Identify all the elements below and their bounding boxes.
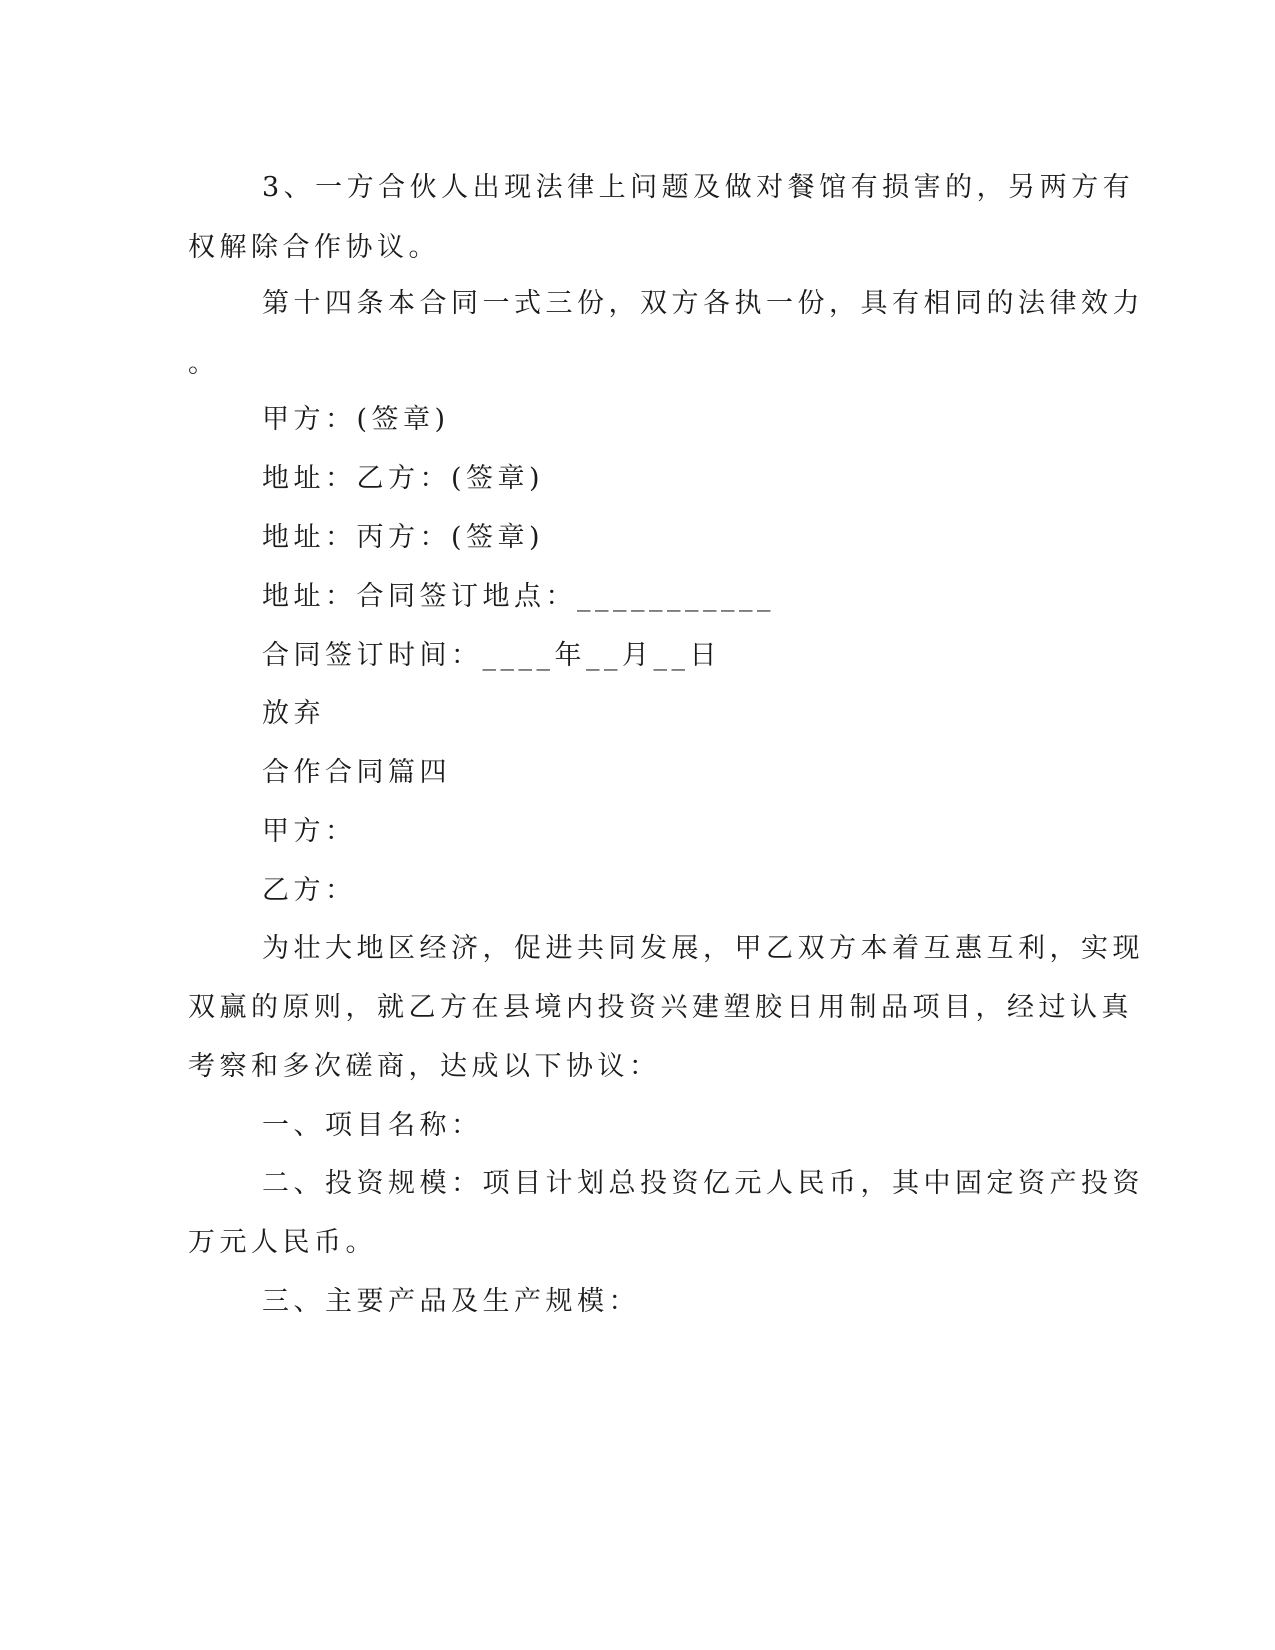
party-a-signature: 甲方：(签章)	[262, 404, 450, 435]
item-2-line-1: 二、投资规模：项目计划总投资亿元人民币，其中固定资产投资	[262, 1168, 1144, 1199]
preamble-line-1: 为壮大地区经济，促进共同发展，甲乙双方本着互惠互利，实现	[262, 933, 1144, 964]
signing-date: 合同签订时间：____年__月__日	[262, 640, 721, 671]
signing-place: 地址：合同签订地点：___________	[262, 581, 775, 612]
waiver-text: 放弃	[262, 698, 325, 729]
preamble-line-2: 双赢的原则，就乙方在县境内投资兴建塑胶日用制品项目，经过认真	[188, 992, 1133, 1023]
party-a-label: 甲方：	[262, 816, 357, 847]
item-3-products: 三、主要产品及生产规模：	[262, 1286, 640, 1317]
item-2-line-2: 万元人民币。	[188, 1227, 377, 1258]
party-b-signature: 地址：乙方：(签章)	[262, 463, 545, 494]
article-14-line-2: 。	[188, 348, 220, 379]
clause-3-line-2: 权解除合作协议。	[188, 232, 440, 263]
item-1-project-name: 一、项目名称：	[262, 1110, 483, 1141]
article-14-line-1: 第十四条本合同一式三份，双方各执一份，具有相同的法律效力	[262, 288, 1144, 319]
party-b-label: 乙方：	[262, 875, 357, 906]
party-c-signature: 地址：丙方：(签章)	[262, 522, 545, 553]
preamble-line-3: 考察和多次磋商，达成以下协议：	[188, 1051, 661, 1082]
clause-3-line-1: 3、一方合伙人出现法律上问题及做对餐馆有损害的，另两方有	[262, 172, 1135, 203]
section-heading: 合作合同篇四	[262, 757, 451, 788]
